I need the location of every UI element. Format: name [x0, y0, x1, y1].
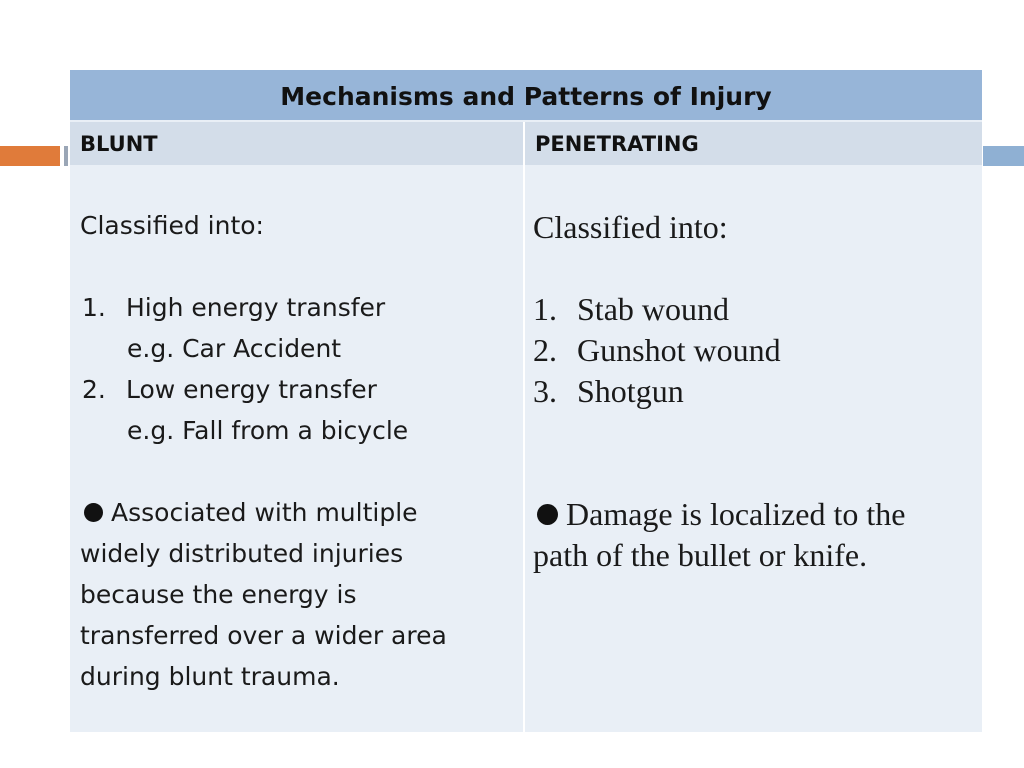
penetrating-note-line-2: path of the bullet or knife. — [533, 537, 868, 573]
blunt-note-line-1 — [84, 492, 418, 533]
penetrating-item-3-number: 3. — [533, 373, 557, 409]
penetrating-item-3 — [533, 371, 684, 412]
blunt-item-2-number: 2. — [82, 375, 106, 404]
blunt-item-1-label: High energy transfer — [126, 293, 386, 322]
penetrating-item-1 — [533, 289, 729, 330]
blunt-item-2-example: e.g. Fall from a bicycle — [127, 416, 409, 445]
table-title: Mechanisms and Patterns of Injury — [70, 70, 982, 120]
bullet-icon — [537, 504, 558, 525]
penetrating-item-2-number: 2. — [533, 332, 557, 368]
blunt-item-1 — [82, 287, 385, 328]
penetrating-item-2-label: Gunshot wound — [577, 332, 781, 368]
penetrating-cell — [525, 167, 982, 732]
blunt-item-1-example: e.g. Car Accident — [127, 334, 342, 363]
blunt-note-line-2: widely distributed injuries — [80, 539, 404, 568]
left-accent-bar — [0, 146, 60, 166]
blunt-item-1-number: 1. — [82, 293, 106, 322]
penetrating-intro: Classified into: — [533, 209, 728, 245]
blunt-item-2 — [82, 369, 377, 410]
blunt-note-line-4: transferred over a wider area — [80, 621, 447, 650]
penetrating-note-line-1 — [537, 494, 905, 535]
blunt-note-line-3: because the energy is — [80, 580, 357, 609]
blunt-item-2-label: Low energy transfer — [126, 375, 377, 404]
right-accent-bar — [983, 146, 1024, 166]
bullet-icon — [84, 503, 103, 522]
penetrating-item-1-number: 1. — [533, 291, 557, 327]
penetrating-item-3-label: Shotgun — [577, 373, 684, 409]
blunt-intro: Classified into: — [80, 211, 264, 240]
header-penetrating: PENETRATING — [525, 122, 982, 165]
blunt-note-text-1: Associated with multiple — [111, 498, 418, 527]
header-blunt: BLUNT — [70, 122, 523, 165]
penetrating-item-2 — [533, 330, 781, 371]
left-accent-tick — [64, 146, 68, 166]
penetrating-item-1-label: Stab wound — [577, 291, 729, 327]
blunt-cell — [70, 167, 523, 732]
injury-table — [70, 70, 982, 732]
blunt-note-line-5: during blunt trauma. — [80, 662, 340, 691]
penetrating-note-text-1: Damage is localized to the — [566, 496, 906, 532]
